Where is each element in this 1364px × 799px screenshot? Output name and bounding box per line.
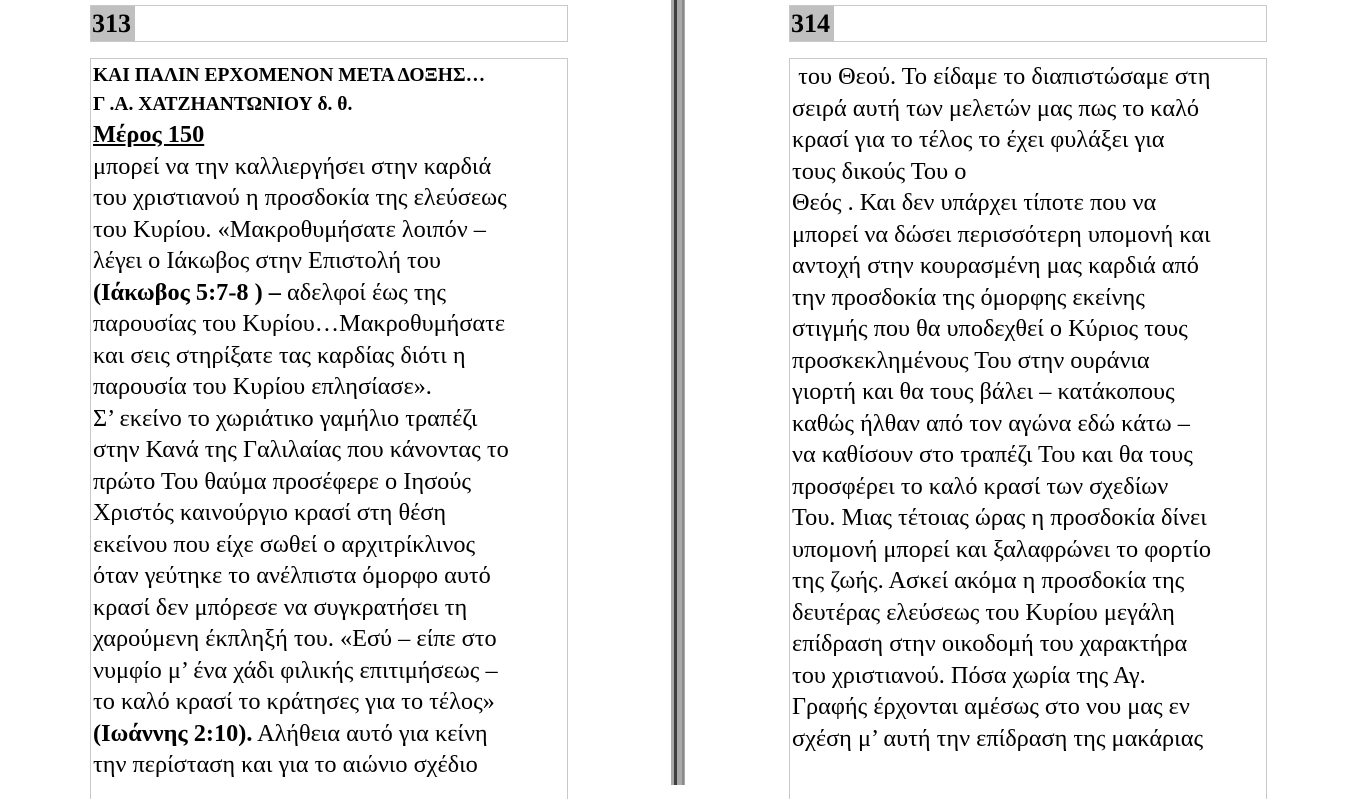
text-line: την προσδοκία της όμορφης εκείνης	[792, 283, 1145, 311]
text-line: σειρά αυτή των μελετών μας πως το καλό	[792, 94, 1199, 122]
text-line: αντοχή στην κουρασμένη μας καρδιά από	[792, 252, 1199, 279]
text-line: το καλό κρασί το κράτησες για το τέλος»	[93, 688, 495, 715]
text-line: νυμφίο μ’ ένα χάδι φιλικής επιτιμήσεως –	[93, 656, 498, 684]
text-line: παρουσίας του Κυρίου…Μακροθυμήσατε	[93, 310, 506, 337]
text-line: και σεις στηρίξατε τας καρδίας διότι η	[93, 341, 466, 369]
text-line: Γραφής έρχονται αμέσως στο νου μας εν	[792, 693, 1190, 720]
page-number-box	[90, 5, 568, 42]
text-line: δευτέρας ελεύσεως του Κυρίου μεγάλη	[792, 598, 1175, 626]
text-fragment: αδελφοί έως της	[280, 278, 446, 306]
text-line: επίδραση στην οικοδομή του χαρακτήρα	[792, 630, 1188, 657]
text-line-reference	[93, 718, 567, 750]
text-line: του χριστιανού. Πόσα χωρία της Αγ.	[792, 661, 1146, 689]
scripture-reference: (Ιωάννης 2:10).	[93, 719, 253, 747]
text-line: υπομονή μπορεί και ξαλαφρώνει το φορτίο	[792, 535, 1211, 563]
page-text	[790, 59, 1266, 754]
text-line: Χριστός καινούργιο κρασί στη θέση	[93, 499, 447, 526]
text-line: γιορτή και θα τους βάλει – κατάκοπους	[792, 378, 1175, 405]
text-line-reference	[93, 277, 567, 309]
text-line: στιγμής που θα υποδεχθεί ο Κύριος τους	[792, 315, 1188, 342]
page-number: 313	[91, 6, 135, 41]
part-label: Μέρος 150	[93, 121, 205, 148]
text-line: λέγει ο Ιάκωβος στην Επιστολή του	[93, 247, 441, 274]
text-line: σχέση μ’ αυτή την επίδραση της μακάριας	[792, 724, 1204, 752]
page-divider	[671, 0, 685, 785]
text-line: του Κυρίου. «Μακροθυμήσατε λοιπόν –	[93, 215, 486, 243]
text-line: μπορεί να δώσει περισσότερη υπομονή και	[792, 220, 1211, 248]
page-number: 314	[790, 6, 834, 41]
text-line: προσφέρει το καλό κρασί των σχεδίων	[792, 472, 1169, 500]
text-line: μπορεί να την καλλιεργήσει στην καρδιά	[93, 152, 492, 180]
page-content-box	[90, 58, 568, 799]
part-label-line	[93, 119, 567, 151]
text-fragment: Αλήθεια αυτό για κείνη	[252, 719, 488, 747]
text-line: στην Κανά της Γαλιλαίας που κάνοντας το	[93, 436, 509, 463]
text-line: Σ’ εκείνο το χωριάτικο γαμήλιο τραπέζι	[93, 404, 478, 432]
text-line: την περίσταση και για το αιώνιο σχέδιο	[93, 751, 478, 778]
text-line: τους δικούς Του ο	[792, 157, 967, 185]
page-314	[789, 0, 1267, 785]
text-line: όταν γεύτηκε το ανέλπιστα όμορφο αυτό	[93, 562, 491, 589]
text-line: Του. Μιας τέτοιας ώρας η προσδοκία δίνει	[792, 504, 1207, 531]
article-title: ΚΑΙ ΠΑΛΙΝ ΕΡΧΟΜΕΝΟΝ ΜΕΤΑ ΔΟΞΗΣ…	[93, 65, 486, 86]
article-author: Γ .Α. ΧΑΤΖΗΑΝΤΩΝΙΟΥ δ. θ.	[93, 94, 353, 115]
page-text	[91, 59, 567, 781]
text-line: να καθίσουν στο τραπέζι Του και θα τους	[792, 441, 1193, 468]
text-line: κρασί για το τέλος το έχει φυλάξει για	[792, 126, 1165, 153]
text-line: χαρούμενη έκπληξή του. «Εσύ – είπε στο	[93, 625, 497, 652]
text-line: προσκεκλημένους Του στην ουράνια	[792, 346, 1150, 374]
text-line: του χριστιανού η προσδοκία της ελεύσεως	[93, 184, 507, 211]
text-line: κρασί δεν μπόρεσε να συγκρατήσει τη	[93, 593, 468, 621]
text-line: εκείνου που είχε σωθεί ο αρχιτρίκλινος	[93, 530, 476, 558]
text-line: πρώτο Του θαύμα προσέφερε ο Ιησούς	[93, 467, 471, 495]
page-313	[90, 0, 568, 785]
text-line: Θεός . Και δεν υπάρχει τίποτε που να	[792, 189, 1157, 216]
text-line: παρουσία του Κυρίου επλησίασε».	[93, 373, 432, 400]
page-number-box	[789, 5, 1267, 42]
scripture-reference: (Ιάκωβος 5:7-8 ) –	[93, 278, 281, 306]
text-line: καθώς ήλθαν από τον αγώνα εδώ κάτω –	[792, 409, 1190, 437]
page-content-box	[789, 58, 1267, 799]
text-line: της ζωής. Ασκεί ακόμα η προσδοκία της	[792, 567, 1185, 594]
text-line: του Θεού. Το είδαμε το διαπιστώσαμε στη	[792, 63, 1211, 90]
